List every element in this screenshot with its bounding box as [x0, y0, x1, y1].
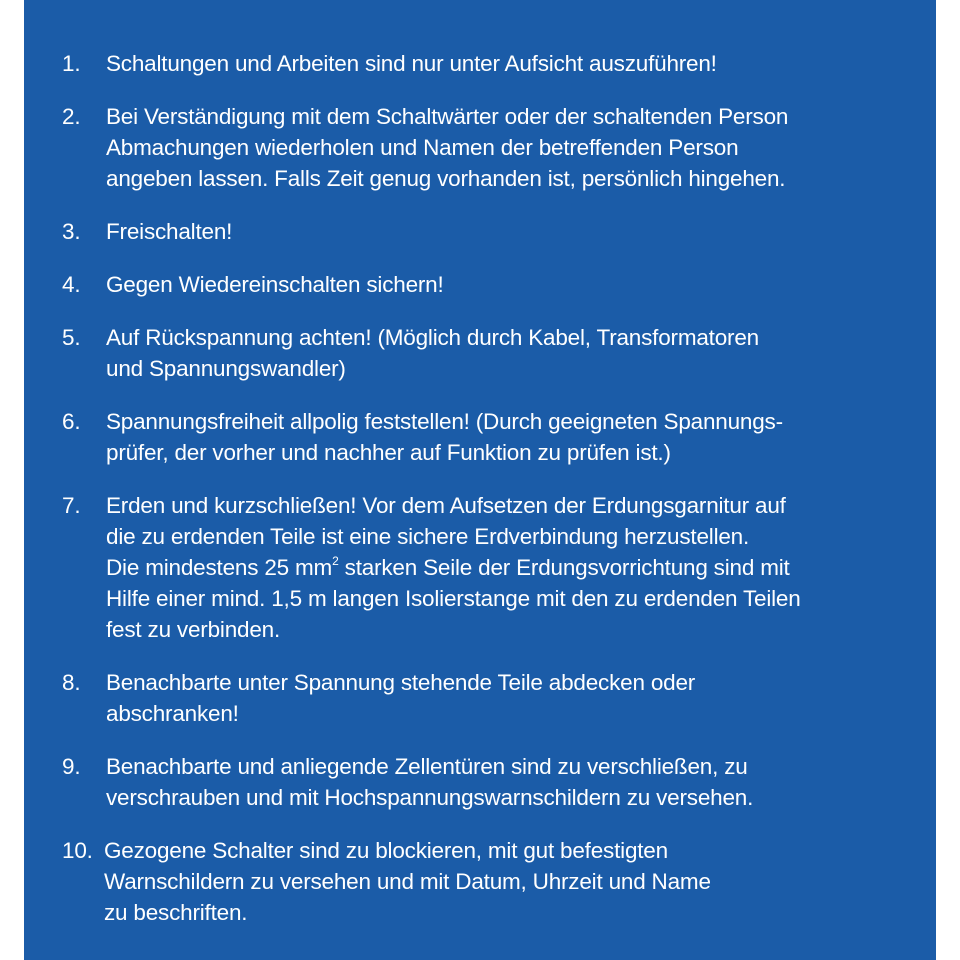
rule-line: Bei Verständigung mit dem Schaltwärter oder der schaltenden Person: [106, 104, 789, 129]
rule-line: Spannungsfreiheit allpolig feststellen! (Durch geeigneten Spannungs-: [106, 409, 783, 434]
rule-line: abschranken!: [106, 701, 239, 726]
rule-line: Warnschildern zu versehen und mit Datum, Uhrzeit und Name: [104, 869, 711, 894]
rule-number: 2.: [62, 104, 81, 129]
rule-item-1: [62, 48, 936, 79]
rule-number: 8.: [62, 670, 81, 695]
rule-text: [106, 101, 788, 194]
rule-item-9: [62, 751, 936, 813]
rule-item-8: [62, 667, 936, 729]
rule-line: Auf Rückspannung achten! (Möglich durch Kabel, Transformatoren: [106, 325, 759, 350]
rules-list: [62, 48, 936, 928]
rule-text: [104, 835, 711, 928]
rule-text: [106, 269, 444, 300]
rule-number: 1.: [62, 51, 81, 76]
rule-line: Freischalten!: [106, 219, 233, 244]
rule-text: [106, 490, 801, 645]
rule-line: Benachbarte und anliegende Zellentüren sind zu verschließen, zu: [106, 754, 748, 779]
rule-number: 5.: [62, 325, 81, 350]
rule-text: [106, 322, 759, 384]
rule-number: 10.: [62, 838, 93, 863]
rule-line: Schaltungen und Arbeiten sind nur unter Aufsicht auszuführen!: [106, 51, 717, 76]
rule-number: 6.: [62, 409, 81, 434]
rule-text: [106, 751, 753, 813]
rule-text: [106, 216, 232, 247]
rule-line: prüfer, der vorher und nachher auf Funktion zu prüfen ist.): [106, 440, 671, 465]
rule-line: fest zu verbinden.: [106, 617, 281, 642]
rule-line-part: Die mindestens 25 mm: [106, 555, 333, 580]
rule-line: die zu erdenden Teile ist eine sichere Erdverbindung herzustellen.: [106, 524, 750, 549]
rule-line: Hilfe einer mind. 1,5 m langen Isolierstange mit den zu erdenden Teilen: [106, 586, 801, 611]
rule-item-7: [62, 490, 936, 645]
rule-item-10: [62, 835, 936, 928]
unit-superscript: 2: [332, 553, 339, 568]
rule-item-4: [62, 269, 936, 300]
rule-line: und Spannungswandler): [106, 356, 346, 381]
rule-number: 4.: [62, 272, 81, 297]
rule-text: [106, 406, 783, 468]
rule-item-6: [62, 406, 936, 468]
rule-line: Benachbarte unter Spannung stehende Teile abdecken oder: [106, 670, 696, 695]
rule-line: verschrauben und mit Hochspannungswarnschildern zu versehen.: [106, 785, 754, 810]
rule-number: 9.: [62, 754, 81, 779]
rule-line: zu beschriften.: [104, 900, 248, 925]
rule-line: Abmachungen wiederholen und Namen der betreffenden Person: [106, 135, 739, 160]
rule-item-3: [62, 216, 936, 247]
rule-line: Gegen Wiedereinschalten sichern!: [106, 272, 444, 297]
rule-line-part: starken Seile der Erdungsvorrichtung sind mit: [344, 555, 790, 580]
rule-item-5: [62, 322, 936, 384]
rule-text: [106, 667, 695, 729]
rule-item-2: [62, 101, 936, 194]
rule-line: Gezogene Schalter sind zu blockieren, mit gut befestigten: [104, 838, 668, 863]
rule-line: angeben lassen. Falls Zeit genug vorhanden ist, persönlich hingehen.: [106, 166, 786, 191]
rule-number: 3.: [62, 219, 81, 244]
rule-line-with-superscript: [106, 552, 801, 583]
rule-line: Erden und kurzschließen! Vor dem Aufsetzen der Erdungsgarnitur auf: [106, 493, 786, 518]
rule-number: 7.: [62, 493, 81, 518]
rule-text: [106, 48, 717, 79]
safety-rules-sign: [24, 0, 936, 960]
